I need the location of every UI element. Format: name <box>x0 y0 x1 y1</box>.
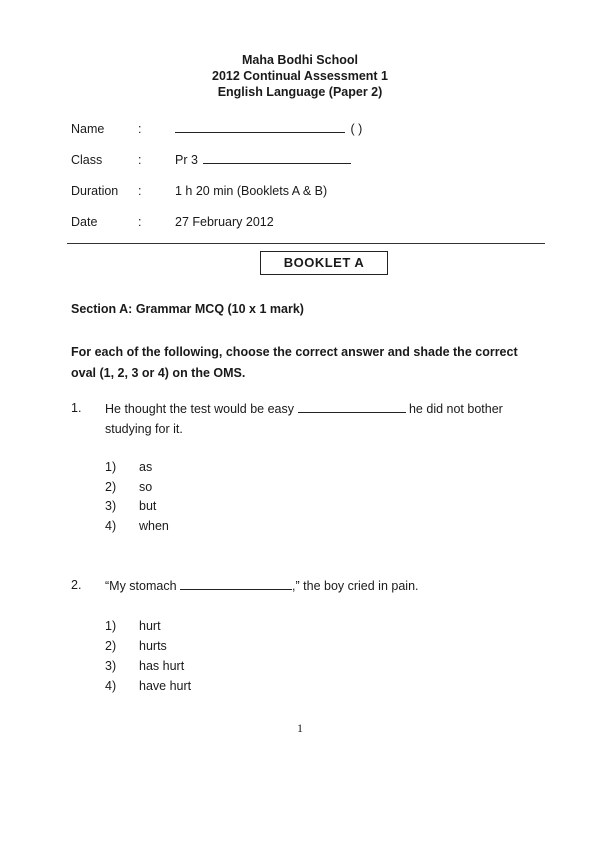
date-value: 27 February 2012 <box>175 215 274 229</box>
register-number-paren: ( ) <box>350 122 363 136</box>
date-row <box>71 214 541 230</box>
duration-row <box>71 183 541 199</box>
name-row <box>71 121 541 137</box>
option-number: 4) <box>105 679 117 693</box>
option-text: has hurt <box>139 659 185 673</box>
class-value: Pr 3 <box>175 153 198 167</box>
name-label: Name <box>71 122 105 136</box>
class-field[interactable] <box>175 152 351 168</box>
subject-title: English Language (Paper 2) <box>217 85 383 99</box>
exam-header <box>0 52 600 100</box>
option-text: have hurt <box>139 679 192 693</box>
option-number: 2) <box>105 639 117 653</box>
option-text: but <box>139 499 157 513</box>
question-2-blank <box>180 578 292 590</box>
class-underline <box>203 152 351 164</box>
question-2-text-after: ,” the boy cried in pain. <box>292 579 419 593</box>
option-text: when <box>139 519 169 533</box>
option-text: so <box>139 480 153 494</box>
option-number: 2) <box>105 480 117 494</box>
assessment-title: 2012 Continual Assessment 1 <box>212 69 388 83</box>
question-1-text-before: He thought the test would be easy <box>105 402 295 416</box>
class-label: Class <box>71 153 103 167</box>
question-1-text-after: he did not bother studying for it. <box>105 402 503 436</box>
class-row <box>71 152 541 168</box>
name-field[interactable] <box>175 121 362 137</box>
option-text: hurts <box>139 639 167 653</box>
question-2-text <box>105 576 545 596</box>
duration-colon: : <box>138 184 142 198</box>
booklet-label: BOOKLET A <box>260 251 388 275</box>
section-title: Section A: Grammar MCQ (10 x 1 mark) <box>71 302 304 316</box>
question-1-number: 1. <box>71 401 82 415</box>
school-name: Maha Bodhi School <box>242 53 358 67</box>
name-colon: : <box>138 122 142 136</box>
question-1-text <box>105 399 545 439</box>
option-number: 3) <box>105 659 117 673</box>
class-colon: : <box>138 153 142 167</box>
date-colon: : <box>138 215 142 229</box>
option-text: as <box>139 460 153 474</box>
date-label: Date <box>71 215 98 229</box>
option-number: 1) <box>105 460 117 474</box>
duration-label: Duration <box>71 184 119 198</box>
question-2-number: 2. <box>71 578 82 592</box>
name-underline <box>175 121 345 133</box>
option-number: 1) <box>105 619 117 633</box>
question-1-blank <box>298 401 406 413</box>
page-number: 1 <box>297 721 303 735</box>
option-number: 3) <box>105 499 117 513</box>
option-text: hurt <box>139 619 161 633</box>
header-divider <box>67 243 545 244</box>
instructions: For each of the following, choose the correct answer and shade the correct oval (1, 2, 3 or 4) on the OMS. <box>71 345 518 380</box>
duration-value: 1 h 20 min (Booklets A & B) <box>175 184 328 198</box>
question-2-text-before: “My stomach <box>105 579 177 593</box>
option-number: 4) <box>105 519 117 533</box>
